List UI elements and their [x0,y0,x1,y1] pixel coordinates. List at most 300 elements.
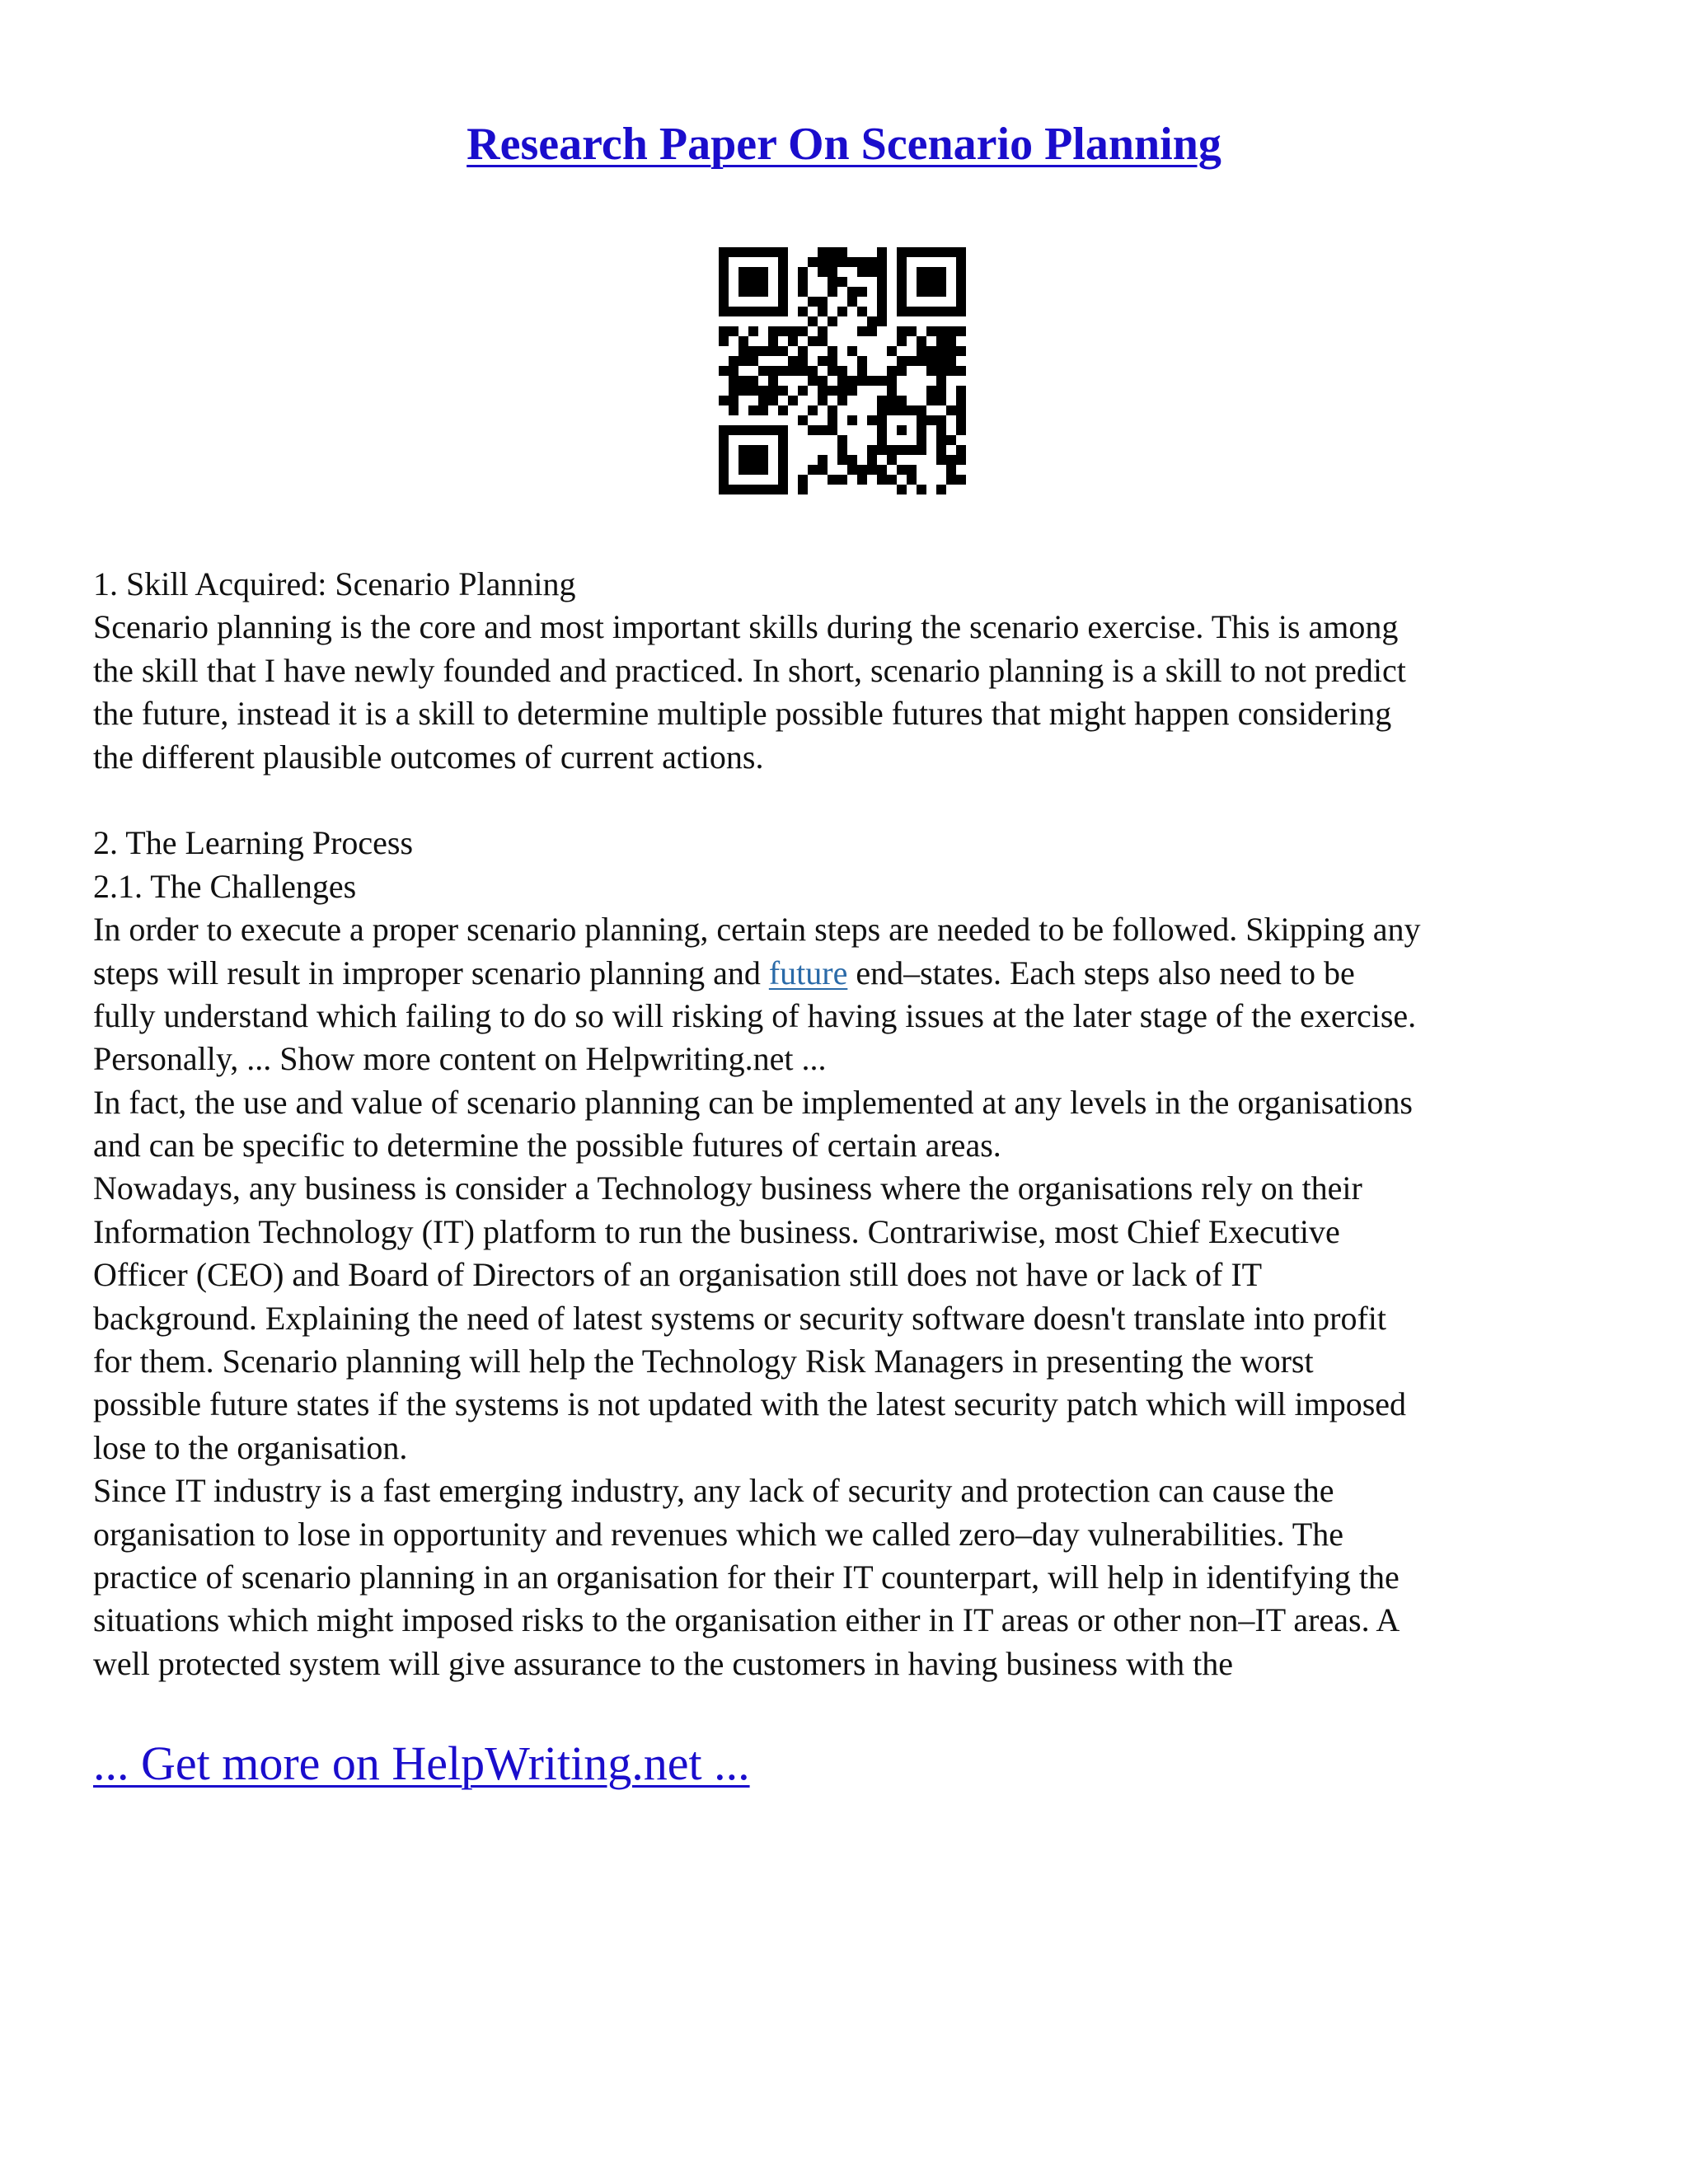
qr-module [778,455,788,465]
qr-module [828,405,837,415]
qr-module [847,297,857,307]
qr-module [917,425,926,435]
qr-module [956,366,966,376]
qr-module [808,257,818,267]
qr-module [907,445,917,455]
subsection-heading-challenges: 2.1. The Challenges [93,867,357,905]
qr-module [808,425,818,435]
qr-module [788,396,798,405]
qr-module [877,376,887,386]
qr-module [956,396,966,405]
qr-module [956,405,966,415]
qr-module [768,247,778,257]
qr-module [738,307,748,316]
qr-module [867,445,877,455]
qr-module [798,386,808,396]
paragraph-line: possible future states if the systems is not updated with the latest security patch which will imposed [93,1385,1407,1423]
qr-module [758,277,768,287]
paragraph-line: the future, instead it is a skill to determine multiple possible futures that might happen considering [93,695,1392,733]
qr-module [936,287,946,297]
qr-module [748,277,758,287]
qr-module [778,485,788,494]
qr-module [808,405,818,415]
qr-module [936,435,946,445]
qr-module [729,356,738,366]
qr-module [778,257,788,267]
qr-module [828,267,837,277]
qr-module [729,307,738,316]
qr-module [956,277,966,287]
qr-module [877,316,887,326]
qr-code-icon [719,247,966,494]
qr-module [917,287,926,297]
qr-module [798,307,808,316]
qr-module [946,346,956,356]
qr-module [946,336,956,346]
qr-module [808,376,818,386]
qr-module [936,396,946,405]
paragraph-spacer [93,779,1601,822]
paragraph-line: In order to execute a proper scenario planning, certain steps are needed to be followed. Skipping any [93,911,1421,949]
qr-module [778,445,788,455]
qr-module [768,346,778,356]
qr-module [729,485,738,494]
qr-module [857,475,867,485]
qr-module [818,356,828,366]
qr-module [926,287,936,297]
qr-module [837,277,847,287]
qr-module [867,455,877,465]
qr-module [719,455,729,465]
qr-module [887,405,897,415]
qr-module [857,465,867,475]
qr-module [847,415,857,425]
title-link[interactable]: Research Paper On Scenario Planning [467,119,1221,170]
qr-module [936,346,946,356]
qr-module [758,485,768,494]
qr-module [917,485,926,494]
paragraph-line: organisation to lose in opportunity and revenues which we called zero–day vulnerabilities. The [93,1515,1343,1553]
paragraph-line: for them. Scenario planning will help the Technology Risk Managers in presenting the worst [93,1343,1314,1380]
qr-module [897,425,907,435]
qr-module [818,297,828,307]
qr-module [897,257,907,267]
text-segment: steps will result in improper scenario planning and [93,954,769,991]
qr-module [837,376,847,386]
qr-module [887,346,897,356]
qr-module [828,386,837,396]
qr-module [818,267,828,277]
qr-module [936,356,946,366]
qr-module [956,326,966,336]
qr-module [748,405,758,415]
qr-module [956,445,966,455]
qr-module [946,366,956,376]
qr-module [877,475,887,485]
qr-module [719,277,729,287]
qr-module [857,267,867,277]
qr-module [917,247,926,257]
qr-module [917,445,926,455]
qr-module [818,376,828,386]
qr-module [729,405,738,415]
qr-module [867,415,877,425]
qr-module [897,307,907,316]
qr-module [897,485,907,494]
qr-module [907,326,917,336]
qr-module [917,356,926,366]
qr-module [946,307,956,316]
qr-module [748,376,758,386]
qr-module [738,445,748,455]
qr-module [818,336,828,346]
paragraph-line: Personally, ... Show more content on Helpwriting.net ... [93,1040,827,1078]
qr-module [758,455,768,465]
qr-module [847,386,857,396]
qr-module [877,435,887,445]
qr-module [897,277,907,287]
qr-module [946,405,956,415]
qr-module [926,415,936,425]
qr-module [729,386,738,396]
qr-module [729,366,738,376]
qr-module [719,326,729,336]
qr-module [719,336,729,346]
qr-module [897,247,907,257]
qr-module [946,455,956,465]
qr-module [897,287,907,297]
qr-module [877,267,887,277]
paragraph-line: Nowadays, any business is consider a Technology business where the organisations rely on their [93,1169,1362,1207]
qr-module [828,277,837,287]
qr-module [798,326,808,336]
paragraph-line: and can be specific to determine the possible futures of certain areas. [93,1127,1001,1165]
qr-module [778,297,788,307]
qr-module [748,287,758,297]
qr-module [758,307,768,316]
qr-module [877,257,887,267]
qr-module [798,267,808,277]
qr-module [867,326,877,336]
qr-module [936,386,946,396]
qr-module [738,346,748,356]
qr-module [748,326,758,336]
qr-module [778,366,788,376]
qr-module [837,396,847,405]
section-heading-skill-acquired: 1. Skill Acquired: Scenario Planning [93,565,576,602]
qr-module [877,277,887,287]
qr-module [887,396,897,405]
qr-module [808,336,818,346]
qr-module [926,386,936,396]
qr-module [897,326,907,336]
qr-module [738,425,748,435]
qr-module [778,386,788,396]
qr-module [818,455,828,465]
qr-module [926,267,936,277]
qr-module [926,366,936,376]
qr-module [748,445,758,455]
qr-module [867,376,877,386]
qr-module [946,326,956,336]
paragraph-line: background. Explaining the need of latest systems or security software doesn't translate into profit [93,1299,1387,1337]
qr-module [926,247,936,257]
paragraph-line-with-link [93,952,1601,995]
qr-module [926,277,936,287]
qr-module [837,475,847,485]
qr-module [877,287,887,297]
qr-module [877,465,887,475]
qr-module [837,366,847,376]
qr-module [758,396,768,405]
qr-module [897,297,907,307]
qr-module [907,475,917,485]
qr-module [897,267,907,277]
qr-module [808,465,818,475]
paragraph-line: Information Technology (IT) platform to run the business. Contrariwise, most Chief Executive [93,1212,1340,1250]
qr-module [719,465,729,475]
qr-module [748,307,758,316]
qr-module [778,425,788,435]
qr-module [758,405,768,415]
qr-module [917,435,926,445]
qr-module [828,346,837,356]
qr-module [748,346,758,356]
qr-module [917,346,926,356]
qr-module [956,425,966,435]
qr-module [738,386,748,396]
qr-module [936,307,946,316]
qr-module [798,366,808,376]
qr-module [798,485,808,494]
qr-module [768,425,778,435]
qr-module [936,455,946,465]
paragraph-line: Scenario planning is the core and most important skills during the scenario exercise. This is among [93,608,1399,646]
qr-module [818,257,828,267]
qr-module [828,356,837,366]
qr-module [926,356,936,366]
qr-module [758,425,768,435]
qr-module [778,247,788,257]
qr-module [778,435,788,445]
qr-module [956,307,966,316]
qr-module [936,247,946,257]
qr-module [837,435,847,445]
paragraph-line: lose to the organisation. [93,1428,408,1466]
qr-module [946,247,956,257]
qr-module [847,257,857,267]
qr-module [837,307,847,316]
qr-module [738,287,748,297]
qr-module [818,307,828,316]
qr-module [729,376,738,386]
qr-module [956,267,966,277]
qr-module [847,455,857,465]
qr-module [738,277,748,287]
qr-module [907,405,917,415]
qr-module [936,415,946,425]
qr-module [897,405,907,415]
qr-module [877,247,887,257]
qr-module [738,336,748,346]
qr-module [748,485,758,494]
qr-module [917,336,926,346]
qr-module [719,257,729,267]
paragraph-line: the skill that I have newly founded and practiced. In short, scenario planning is a skill to not predict [93,651,1406,689]
qr-module [877,307,887,316]
qr-module [738,267,748,277]
qr-module [877,425,887,435]
qr-module [758,445,768,455]
qr-module [768,376,778,386]
qr-module [818,386,828,396]
qr-module [738,247,748,257]
qr-module [956,247,966,257]
qr-module [719,366,729,376]
qr-module [956,455,966,465]
qr-module [719,396,729,405]
article-body [93,563,1601,1685]
qr-module [907,247,917,257]
qr-module [867,267,877,277]
qr-module [778,267,788,277]
qr-module [936,366,946,376]
text-segment: end–states. Each steps also need to be [847,954,1355,991]
qr-module [768,485,778,494]
qr-module [828,475,837,485]
qr-module [768,336,778,346]
qr-module [798,346,808,356]
qr-module [788,366,798,376]
footer [93,1735,750,1793]
qr-module [936,267,946,277]
qr-module [719,287,729,297]
qr-module [877,445,887,455]
qr-module [738,376,748,386]
qr-module [828,257,837,267]
qr-module [818,326,828,336]
qr-module [818,465,828,475]
qr-module [887,386,897,396]
qr-module [887,475,897,485]
qr-module [748,465,758,475]
qr-module [926,326,936,336]
qr-module [738,356,748,366]
qr-module [837,386,847,396]
qr-module [917,405,926,415]
qr-module [719,445,729,455]
qr-module [758,247,768,257]
qr-module [798,475,808,485]
future-link[interactable]: future [768,954,848,991]
qr-module [847,287,857,297]
qr-module [847,465,857,475]
qr-module [828,247,837,257]
paragraph-line: well protected system will give assurance to the customers in having business with the [93,1644,1234,1682]
qr-module [758,366,768,376]
qr-module [719,435,729,445]
qr-module [956,475,966,485]
qr-module [946,465,956,475]
qr-module [748,247,758,257]
get-more-link[interactable]: ... Get more on HelpWriting.net ... [93,1736,750,1790]
qr-module [729,425,738,435]
qr-module [857,326,867,336]
qr-module [748,386,758,396]
qr-module [857,366,867,376]
qr-module [719,297,729,307]
qr-module [828,366,837,376]
qr-module [897,445,907,455]
qr-module [917,277,926,287]
qr-module [857,307,867,316]
qr-module [897,465,907,475]
qr-module [837,257,847,267]
qr-module [936,336,946,346]
qr-module [828,287,837,297]
qr-module [897,336,907,346]
qr-module [897,396,907,405]
qr-module [917,267,926,277]
qr-module [778,405,788,415]
qr-module [778,326,788,336]
qr-module [758,386,768,396]
qr-module [778,277,788,287]
qr-module [748,425,758,435]
qr-module [926,396,936,405]
paragraph-line: Officer (CEO) and Board of Directors of an organisation still does not have or lack of IT [93,1256,1263,1294]
qr-module [956,346,966,356]
qr-module [897,356,907,366]
qr-module [748,267,758,277]
qr-module [788,356,798,366]
qr-module [857,376,867,386]
qr-module [867,465,877,475]
qr-module [738,465,748,475]
qr-module [857,257,867,267]
qr-module [936,445,946,455]
paragraph-line: fully understand which failing to do so will risking of having issues at the later stage of the exercise. [93,996,1417,1034]
qr-module [877,415,887,425]
qr-module [719,307,729,316]
qr-module [768,396,778,405]
qr-module [808,366,818,376]
qr-module [788,326,798,336]
qr-module [729,396,738,405]
qr-module [936,376,946,386]
qr-module [887,455,897,465]
qr-module [926,307,936,316]
qr-module [857,356,867,366]
qr-module [768,366,778,376]
qr-module [907,307,917,316]
qr-module [719,247,729,257]
qr-module [729,326,738,336]
qr-module [798,277,808,287]
qr-module [926,346,936,356]
qr-module [877,405,887,415]
qr-module [837,445,847,455]
qr-code-image [719,247,966,494]
qr-module [758,465,768,475]
qr-module [887,445,897,455]
qr-module [778,287,788,297]
qr-module [877,297,887,307]
qr-module [867,257,877,267]
qr-module [738,485,748,494]
qr-module [887,376,897,386]
qr-module [917,415,926,425]
